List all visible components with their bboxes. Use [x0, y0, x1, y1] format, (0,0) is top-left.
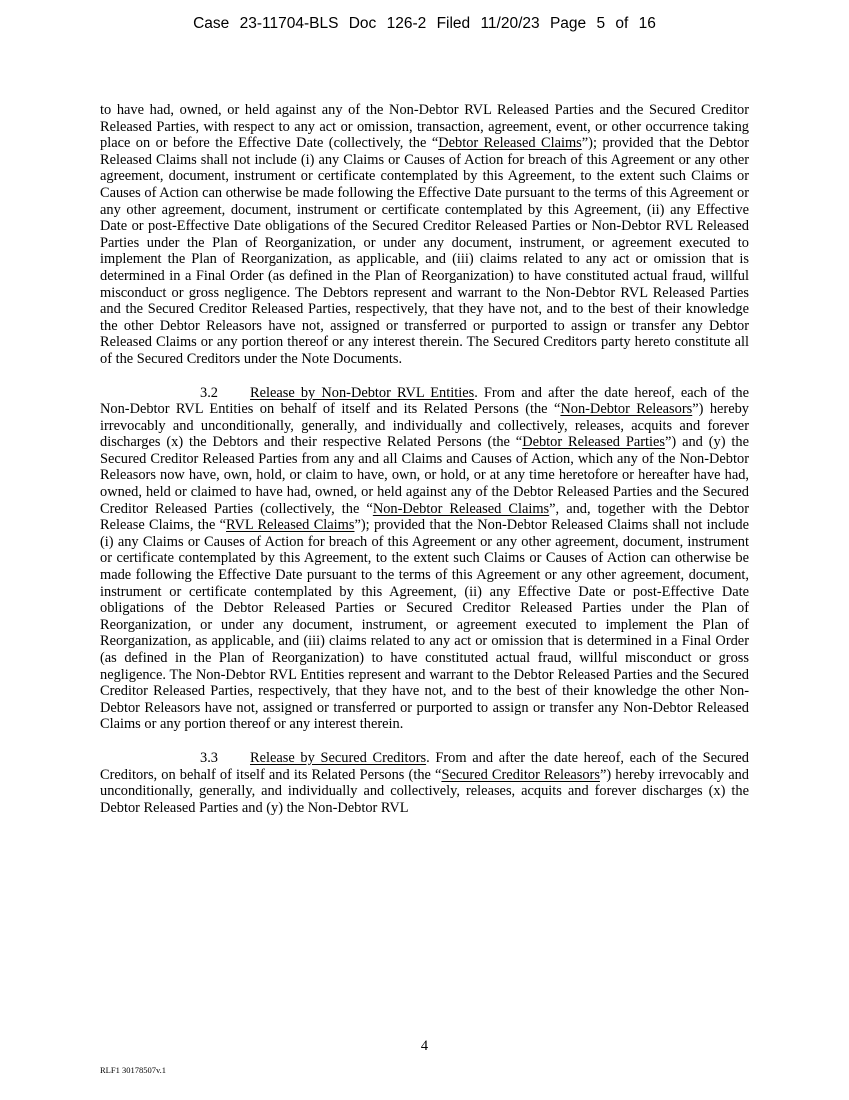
paragraph-debtor-release-continued: to have had, owned, or held against any of the Non-Debtor RVL Released Parties and the Secured Creditor Released Parties, with respect to any act or omission, transaction, agreement, event, or other occurrence taking place on or before the Effective Date (collectively, the “Debtor Released Claims”); provided that the Debtor Released Claims shall not include (i) any Claims or Causes of Action for breach of this Agreement or any other agreement, document, instrument or certificate contemplated by this Agreement, to the extent such Claims or Causes of Action can otherwise be made following the Effective Date pursuant to the terms of this Agreement or any other agreement, document, instrument or certificate contemplated by this Agreement, (ii) any Effective Date or post-Effective Date obligations of the Secured Creditor Released Parties or Non-Debtor RVL Released Parties under the Plan of Reorganization, or under any document, instrument, or agreement executed to implement the Plan of Reorganization, as applicable, and (iii) claims related to any act or omission that is determined in a Final Order (as defined in the Plan of Reorganization) to have constituted actual fraud, willful misconduct or gross negligence. The Debtors represent and warrant to the Non-Debtor RVL Released Parties and the Secured Creditor Released Parties, respectively, that they have not, and to the best of their knowledge the other Debtor Releasors have not, assigned or transferred or purported to assign or transfer any Debtor Released Claims or any portion thereof or any interest therein. The Secured Creditors party hereto constitute all of the Secured Creditors under the Note Documents.	[100, 102, 749, 367]
document-body	[100, 102, 749, 816]
defined-term: Non-Debtor Released Claims	[372, 500, 550, 517]
section-3-2: 3.2 Release by Non-Debtor RVL Entities. From and after the date hereof, each of the Non-Debtor RVL Entities on behalf of itself and its Related Persons (the “Non-Debtor Releasors”) hereby irrevocably and unconditionally, generally, and individually and collectively, releases, acquits and forever discharges (x) the Debtors and their respective Related Persons (the “Debtor Released Parties”) and (y) the Secured Creditor Released Parties from any and all Claims and Causes of Action, which any of the Non-Debtor Releasors now have, own, hold, or claim to have, own, or hold, or at any time heretofore or hereafter have had, owned, held or claimed to have had, owned, or held against any of the Debtor Released Parties and the Secured Creditor Released Parties (collectively, the “Non-Debtor Released Claims”, and, together with the Debtor Release Claims, the “RVL Released Claims”); provided that the Non-Debtor Released Claims shall not include (i) any Claims or Causes of Action for breach of this Agreement or any other agreement, document, instrument or certificate contemplated by this Agreement, to the extent such Claims or Causes of Action can otherwise be made following the Effective Date pursuant to the terms of this Agreement or any other agreement, document, instrument or certificate contemplated by this Agreement, (ii) any Effective Date or post-Effective Date obligations of the Debtor Released Parties or Secured Creditor Released Parties under the Plan of Reorganization, or under any document, instrument, or agreement executed to implement the Plan of Reorganization, as applicable, and (iii) claims related to any act or omission that is determined in a Final Order (as defined in the Plan of Reorganization) to have constituted actual fraud, willful misconduct or gross negligence. The Non-Debtor RVL Entities represent and warrant to the Debtor Released Parties and the Secured Creditor Released Parties, respectively, that they have not, and to the best of their knowledge the other Non-Debtor Releasors have not, assigned or transferred or purported to assign or transfer any Non-Debtor Released Claims or any portion thereof or any interest therein.	[100, 384, 750, 733]
document-id: RLF1 30178507v.1	[100, 1065, 167, 1075]
document-number: Doc 126-2	[348, 15, 427, 32]
page-number: 4	[420, 1038, 429, 1054]
defined-term: Debtor Released Claims	[438, 135, 582, 152]
section-number: 3.3	[200, 749, 218, 766]
defined-term: Debtor Released Parties	[522, 434, 666, 451]
court-filing-header	[0, 15, 849, 33]
section-3-3: 3.3 Release by Secured Creditors. From and after the date hereof, each of the Secured Creditors, on behalf of itself and its Related Persons (the “Secured Creditor Releasors”) hereby irrevocably and unconditionally, generally, and individually and collectively, releases, acquits and forever discharges (x) the Debtor Released Parties and (y) the Non-Debtor RVL	[100, 749, 749, 816]
defined-term: RVL Released Claims	[226, 517, 355, 534]
section-heading: Release by Secured Creditors	[250, 749, 427, 766]
section-number: 3.2	[200, 384, 218, 401]
filed-date: Filed 11/20/23	[436, 15, 540, 32]
case-number: Case 23-11704-BLS	[193, 15, 339, 32]
page-indicator: Page 5 of 16	[549, 15, 656, 32]
defined-term: Non-Debtor Releasors	[560, 401, 693, 418]
defined-term: Secured Creditor Releasors	[441, 766, 600, 783]
section-heading: Release by Non-Debtor RVL Entities	[250, 384, 475, 401]
